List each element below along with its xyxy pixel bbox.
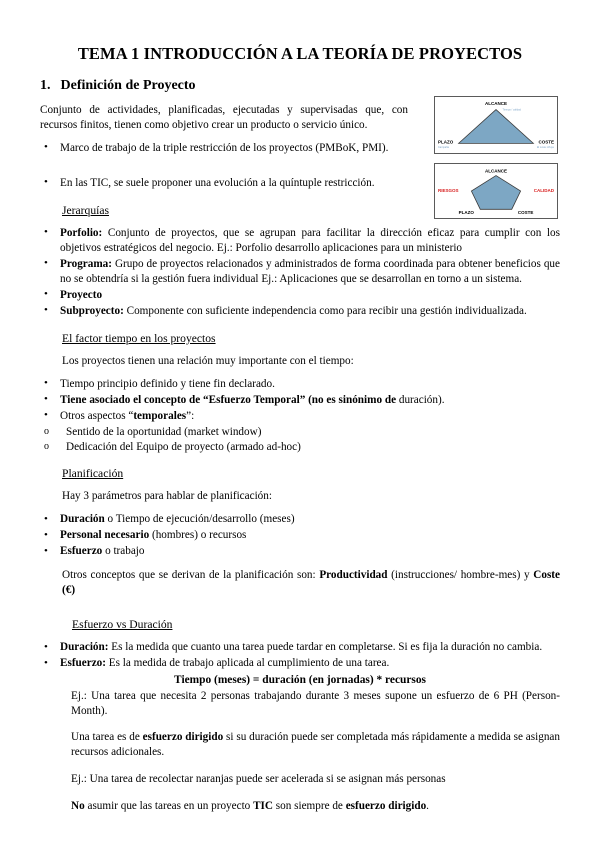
triangle-top-label: ALCANCE: [484, 101, 508, 107]
list-item: [40, 640, 560, 655]
term-label: Porfolio:: [60, 226, 103, 239]
section-1-heading: [40, 78, 560, 94]
closing-bold-1: Productividad: [319, 569, 388, 582]
triangle-top-note: Tiempo / calidad: [502, 108, 522, 112]
esfuerzo-final-note: [71, 799, 560, 814]
factor-tiempo-sublist: [40, 425, 560, 455]
list-item: [40, 377, 560, 392]
term-label: Personal necesario: [60, 529, 150, 542]
pentagon-svg: [435, 164, 557, 218]
planificacion-closing: [62, 568, 560, 598]
list-item: o Dedicación del Equipo de proyecto (armado ad-hoc): [40, 440, 560, 455]
list-item: [40, 226, 560, 256]
section-1-intro: Conjunto de actividades, planificadas, ejecutadas y supervisadas que, con recursos finitos, tienen como objetivo crear un producto o servicio único.: [40, 103, 408, 131]
list-item: • Marco de trabajo de la triple restricción de los proyectos (PMBoK, PMI).: [40, 141, 560, 156]
para-post: si su duración puede ser completada más rápidamente a medida se asignan recursos adicionales.: [71, 731, 560, 759]
triangle-right-label: COSTE: [538, 139, 555, 145]
esfuerzo-example-1: Ej.: Una tarea que necesita 2 personas trabajando durante 3 meses supone un esfuerzo de 6 PH (Person-Month).: [71, 690, 560, 718]
para-bold: esfuerzo dirigido: [142, 731, 224, 744]
term-text: Componente con suficiente independencia como para recibir una gestión individualizada.: [123, 304, 527, 317]
closing-pre: Otros conceptos que se derivan de la planificación son:: [62, 569, 320, 582]
list-item: [40, 409, 560, 424]
esfuerzo-dirigido-paragraph: [71, 730, 560, 760]
planificacion-heading-wrap: [62, 455, 560, 489]
text-post: duración).: [396, 393, 445, 406]
list-item: [40, 528, 560, 543]
pentagon-top-label: ALCANCE: [484, 168, 508, 174]
jerarquias-heading: Jerarquías: [62, 203, 109, 217]
section-number: 1.: [40, 77, 51, 93]
pentagon-bottom-left-label: PLAZO: [458, 210, 474, 216]
esfuerzo-formula: Tiempo (meses) = duración (en jornadas) * recursos: [174, 674, 426, 687]
text-bold: Tiene asociado el concepto de “Esfuerzo Temporal” (no es sinónimo de: [60, 393, 397, 406]
term-text: o Tiempo de ejecución/desarrollo (meses): [104, 513, 295, 526]
triangle-shape: [459, 110, 534, 144]
text-pre: Tiempo principio definido y tiene fin declarado.: [60, 377, 275, 390]
jerarquias-list: [40, 226, 560, 319]
list-item: [40, 656, 560, 671]
closing-mid: (instrucciones/ hombre-mes) y: [387, 569, 534, 582]
esfuerzo-heading-wrap: [72, 606, 560, 640]
term-label: Duración: [60, 513, 105, 526]
esfuerzo-example-2: Ej.: Una tarea de recolectar naranjas puede ser acelerada si se asignan más personas: [71, 773, 446, 786]
factor-tiempo-intro: Los proyectos tienen una relación muy importante con el tiempo:: [62, 354, 354, 367]
term-label: Subproyecto:: [60, 304, 124, 317]
text-post: ”:: [186, 409, 195, 422]
term-text: (hombres) o recursos: [149, 529, 247, 542]
pentagon-bottom-right-label: COSTE: [517, 210, 534, 216]
text-pre: Otros aspectos “: [60, 409, 134, 422]
planificacion-heading: Planificación: [62, 467, 124, 481]
list-item: [40, 393, 560, 408]
term-text: Es la medida que cuanto una tarea puede tardar en completarse. Si es fija la duración no cambia.: [108, 641, 543, 654]
final-end: .: [426, 800, 429, 813]
final-mid-2: son siempre de: [272, 800, 346, 813]
list-item: [40, 304, 560, 319]
section-title: Definición de Proyecto: [60, 77, 196, 93]
para-pre: Una tarea es de: [71, 731, 143, 744]
planificacion-intro: Hay 3 parámetros para hablar de planificación:: [62, 490, 272, 503]
term-label: Proyecto: [60, 288, 103, 301]
esfuerzo-heading: Esfuerzo vs Duración: [72, 618, 173, 632]
list-item: o Sentido de la oportunidad (market window): [40, 425, 560, 440]
list-item: [40, 544, 560, 559]
term-label: Esfuerzo: [60, 545, 103, 558]
triangle-right-note: El coste influye: [536, 146, 555, 150]
final-bold-3: esfuerzo dirigido: [345, 800, 427, 813]
list-item: [40, 288, 560, 303]
list-item: • En las TIC, se suele proponer una evolución a la quíntuple restricción.: [40, 176, 560, 191]
term-text: Es la medida de trabajo aplicada al cumplimiento de una tarea.: [105, 657, 390, 670]
list-item: [40, 257, 560, 287]
diagram-column: [434, 96, 558, 219]
term-text: Grupo de proyectos relacionados y administrados de forma coordinada para obtener beneficios que no se obtendría si la gestión fuera individual Ej.: Aplicaciones que se desarrollan en torno a un sistema.: [60, 257, 560, 285]
text-bold: temporales: [133, 409, 187, 422]
pentagon-right-label: CALIDAD: [533, 188, 555, 193]
list-item: [40, 512, 560, 527]
page-title: TEMA 1 INTRODUCCIÓN A LA TEORÍA DE PROYECTOS: [77, 44, 523, 63]
term-text: Conjunto de proyectos, que se agrupan para facilitar la dirección eficaz para cumplir con los objetivos estratégicos del negocio. Ej.: Porfolio desarrollo aplicaciones para un ministerio: [60, 226, 560, 254]
esfuerzo-list: [40, 640, 560, 671]
planificacion-list: [40, 512, 560, 559]
triangle-left-label: PLAZO: [437, 139, 454, 145]
final-bold-1: No: [71, 800, 85, 813]
term-label: Esfuerzo:: [60, 657, 106, 670]
factor-tiempo-heading: El factor tiempo en los proyectos: [62, 331, 216, 345]
factor-tiempo-list: [40, 377, 560, 424]
factor-tiempo-heading-wrap: [62, 320, 560, 354]
pentagon-left-label: RIESGOS: [437, 188, 459, 193]
final-mid-1: asumir que las tareas en un proyecto: [84, 800, 254, 813]
closing-bold-2: Coste (€): [62, 569, 560, 597]
quintuple-constraint-diagram: [434, 163, 558, 219]
term-label: Programa:: [60, 257, 112, 270]
term-text: o trabajo: [102, 545, 145, 558]
term-label: Duración:: [60, 641, 109, 654]
triangle-left-note: Campaña: [437, 146, 449, 150]
final-bold-2: TIC: [253, 800, 273, 813]
